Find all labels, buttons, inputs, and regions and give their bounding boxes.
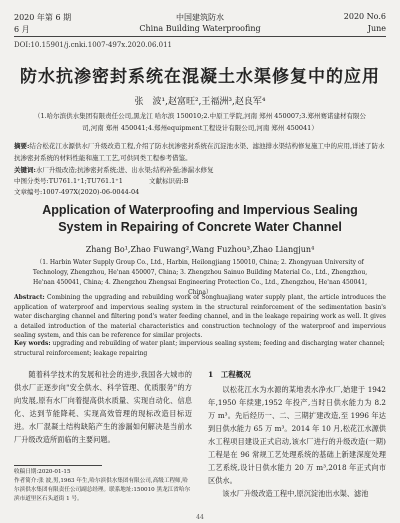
month-label-en: June <box>367 24 386 33</box>
doi: DOI:10.15901/j.cnki.1007-497x.2020.06.011 <box>14 41 173 49</box>
section-paragraph-2: 该水厂升级改造工程中,原沉淀池出水渠、滤池 <box>222 489 369 498</box>
month-label: 6 月 <box>14 25 30 34</box>
page-number: 44 <box>196 514 204 521</box>
abstract-en <box>14 293 386 341</box>
journal-name-cn: 中国建筑防水 <box>176 13 224 22</box>
keywords-en-text: upgrading and rebuilding of water plant; impervious sealing system; feeding and discharging water channel; structural reinforcement; leakage repairing <box>14 340 385 357</box>
keywords-en-label: Key words: <box>14 340 51 347</box>
abstract-en-text: Combining the upgrading and rebuilding work of Songhuajiang water supply plant, the article introduces the application of waterproof and impervious sealing system in the structural reinforcement of the sedimentation basin's water discharging channel and filtering pond's water feeding channel, and in the leakage repairing work as well. It gives a detailed introduction of the material characteristics and construction technology of the waterproof and impervious sealing system, and this can be reference for similar projects. <box>14 294 386 340</box>
issue-label: 2020 年第 6 期 <box>14 13 72 22</box>
document-code: 文献标识码:B <box>148 177 189 185</box>
footnote <box>14 468 192 504</box>
section-heading: 1 工程概况 <box>208 370 251 379</box>
affiliations-en: （1. Harbin Water Supply Group Co., Ltd., Harbin, Heilongjiang 150010, China; 2. Zhongyuan University of Technology, Zhengzhou, He'nan 450007, China; 3. Zhengzhou Sainuo Building Material Co., Ltd., Zhengzhou, He'nan 450041, China; 4. Zhengzhou Zhengsai Engineering Protection Co., Ltd., Zhengzhou, He'nan 450041, China） <box>32 259 368 296</box>
received-date: 收稿日期:2020-01-15 <box>14 469 71 475</box>
keywords-en <box>14 339 386 358</box>
abstract-cn-label: 摘要: <box>14 142 30 150</box>
affiliations-cn: （1.哈尔滨供水集团有限责任公司,黑龙江 哈尔滨 150010;2.中原工学院,河南 郑州 450007;3.郑州赛诺建材有限公司,河南 郑州 450041;4.郑州equipment工程设计有限公司,河南 郑州 450041） <box>33 112 366 132</box>
author-bio: 作者简介:张 波,男,1963 年生,哈尔滨供水集团有限公司,高级工程师,哈尔滨供水集团有限责任公司副总经理。联系地址:150010 黑龙江省哈尔滨市道里区石头道街 1 号。 <box>14 478 191 502</box>
title-cn: 防水抗渗密封系统在混凝土水渠修复中的应用 <box>20 67 380 87</box>
header-rule <box>14 36 386 37</box>
section-paragraph-1: 以松花江水为水源的某地表水净水厂,始建于 1942 年,1950 年续建,1952 年投产,当时日供水能力为 8.2 万 m³。先后经历一、二、三期扩建改造,至 1996 年达到日供水能力 65 万 m³。2014 年 10 月,松花江水源供水工程项目建设正式启动,该水厂进行的升级改造(一期)工程是在 96 常规工艺处理系统的基础上新建深度处理工艺系统,设计日供水能力 20 万 m³,2018 年正式向市区供水。 <box>208 385 386 485</box>
authors-en: Zhang Bo¹,Zhao Fuwang²,Wang Fuzhou³,Zhao Liangjun⁴ <box>85 245 315 254</box>
abstract-cn-text: 结合松花江水源供水厂升级改造工程,介绍了防水抗渗密封系统在沉淀池水渠、滤池排水渠结构修复施工中的应用,详述了防水抗渗密封系统的材料性能和施工工艺,可供同类工程参考借鉴。 <box>14 142 385 162</box>
abstract-cn <box>14 140 386 176</box>
abstract-en-label: Abstract: <box>14 294 45 301</box>
issue-label-en: 2020 No.6 <box>343 12 386 21</box>
keywords-cn-label: 关键词: <box>14 166 36 174</box>
article-number: 文章编号:1007-497X(2020)-06-0044-04 <box>14 188 140 196</box>
body-column-right <box>208 368 386 500</box>
keywords-cn-text: 水厂升级改造;抗渗密封系统;进、出水渠;结构补强;渗漏水修复 <box>35 166 214 174</box>
journal-name-en: China Building Waterproofing <box>139 24 261 33</box>
intro-paragraph: 随着科学技术的发展和社会的进步,我国各大城市的供水厂正逐步向"安全供水、科学管理、优质服务"的方向发展,原有水厂向着提高供水质量、实现自动化、信息化、达到节能降耗、实现高效管理的现标改造目标迈进。水厂混凝土结构缺陷产生的渗漏如何解决是当前水厂升级改造所面临的主要问题。 <box>14 370 192 444</box>
title-en: Application of Waterproofing and Impervious Sealing System in Repairing of Concrete Water Channel <box>42 203 358 234</box>
clc-number: 中图分类号:TU761.1⁺1;TU761.1⁺1 <box>14 177 123 185</box>
classification-meta <box>14 176 386 198</box>
footnote-rule <box>14 465 102 466</box>
body-column-left <box>14 368 192 446</box>
authors-cn: 张 波¹,赵富旺²,王福洲³,赵良军⁴ <box>134 97 266 107</box>
